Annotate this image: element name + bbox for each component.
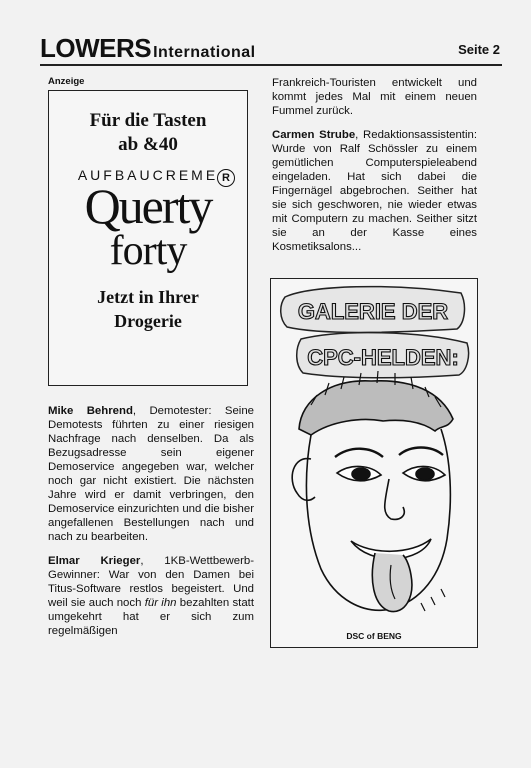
paragraph-emphasis: für ihn <box>144 597 177 609</box>
paragraph-mike-behrend <box>48 404 254 544</box>
paragraph-text: , Redaktionsassistentin: Wurde von Ralf Schössler zu einem gemütlichen Computerspieleabend eingeladen. Hat sich dabei die Fingernägel abgebrochen. Seither hat sie sich geschworen, nie wieder etwas mit Computern zu machen. Seither sitzt sie an der Kasse eines Kosmetiksalons... <box>272 129 477 253</box>
left-column <box>48 76 254 648</box>
page-number: Seite 2 <box>458 42 500 57</box>
paragraph-elmar-krieger <box>48 554 254 638</box>
person-name: Carmen Strube <box>272 129 356 141</box>
paragraph-carmen-strube <box>272 128 477 254</box>
ad-tagline-2: Drogerie <box>114 311 182 331</box>
brand-main: LOWERS <box>40 33 152 63</box>
brand-logo <box>40 34 256 67</box>
cartoon-title <box>281 287 469 378</box>
ad-tagline-1: Jetzt in Ihrer <box>97 287 199 307</box>
paragraph-text: , Demotester: Seine Demotests führten zu einer riesigen Nachfrage nach denselben. Da als Bezugsadresse sein eigener Demoservice angegeben war, welcher noch gar nicht existiert. Die nächsten Jahre wird er damit verbringen, den Demoservice einzurichten und die bisher angefallenen Bestellungen nach und nach zu bearbeiten. <box>48 405 254 543</box>
paragraph-continued <box>272 76 477 118</box>
left-article-text <box>48 404 254 638</box>
paragraph-text: Frankreich-Touristen entwickelt und kommt jedes Mal mit einem neuen Fummel zurück. <box>272 77 477 117</box>
right-column <box>272 76 477 264</box>
cartoon-credit: DSC of BENG <box>346 631 402 641</box>
ad-headline-2: ab &40 <box>118 134 178 155</box>
cartoon-face <box>292 371 453 612</box>
person-name: Mike Behrend <box>48 405 133 417</box>
paragraph-text: , 1KB-Wettbewerb-Gewinner: War von den Damen bei Titus-Software restlos begeistert. Und weil sie auch noch <box>48 555 254 609</box>
page-header <box>40 34 500 64</box>
person-name: Elmar Krieger <box>48 555 141 567</box>
header-rule <box>40 64 502 66</box>
ad-product-type: AUFBAUCREME <box>77 167 219 183</box>
ad-logo-top: Querty <box>84 178 212 234</box>
cartoon-title-line1: GALERIE DER <box>297 299 449 324</box>
registered-mark: R <box>217 169 235 187</box>
cartoon-panel <box>270 278 478 648</box>
ad-logo-bottom: forty <box>109 228 187 274</box>
paragraph-text-cont: bezahlten statt umgekehrt hat er sich zum regelmäßigen <box>48 597 254 637</box>
cartoon-title-line2: CPC-HELDEN: <box>307 345 459 370</box>
ad-headline-1: Für die Tasten <box>89 110 207 131</box>
brand-sub: International <box>153 44 256 61</box>
ad-label: Anzeige <box>48 76 85 87</box>
advertisement <box>48 90 248 386</box>
cartoon-drawing <box>271 279 477 647</box>
